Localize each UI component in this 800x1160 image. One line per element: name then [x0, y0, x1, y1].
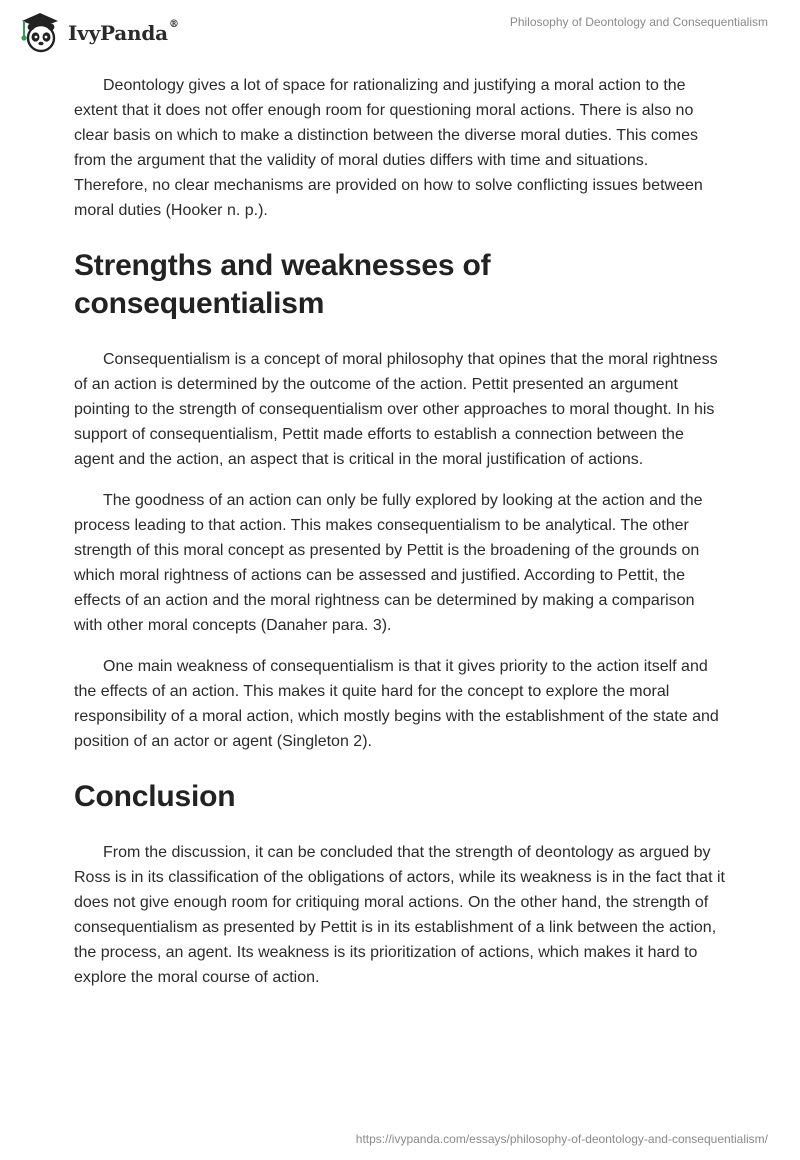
brand-name: IvyPanda®	[68, 19, 179, 45]
section-heading-conclusion: Conclusion	[74, 780, 236, 813]
body-paragraph: One main weakness of consequentialism is that it gives priority to the action itself and the effects of an action. This makes it quite hard for the concept to explore the moral responsibility of a moral action, which mostly begins with the establishment of the state and position of an actor or agent (Singleton 2).	[74, 658, 719, 750]
body-paragraph: Consequentialism is a concept of moral philosophy that opines that the moral rightness of an action is determined by the outcome of the action. Pettit presented an argument pointing to the strength of consequentialism over other approaches to moral thought. In his support of consequentialism, Pettit made efforts to establish a connection between the agent and the action, an aspect that is critical in the moral justification of actions.	[74, 351, 718, 468]
page-header	[0, 0, 800, 60]
intro-paragraph: Deontology gives a lot of space for rationalizing and justifying a moral action to the extent that it does not offer enough room for questioning moral actions. There is also no clear basis on which to make a distinction between the diverse moral duties. This comes from the argument that the validity of moral duties differs with time and situations. Therefore, no clear mechanisms are provided on how to solve conflicting issues between moral duties (Hooker n. p.).	[74, 77, 703, 219]
body-paragraph: The goodness of an action can only be fully explored by looking at the action and the process leading to that action. This makes consequentialism to be analytical. The other strength of this moral concept as presented by Pettit is the broadening of the grounds on which moral rightness of actions can be assessed and justified. According to Pettit, the effects of an action and the moral rightness can be determined by making a comparison with other moral concepts (Danaher para. 3).	[74, 492, 703, 634]
panda-graduate-icon	[14, 8, 62, 54]
body-paragraph: From the discussion, it can be concluded that the strength of deontology as argued by Ross is in its classification of the obligations of actors, while its weakness is in the fact that it does not give enough room for critiquing moral actions. On the other hand, the strength of consequentialism as presented by Pettit is in its establishment of a link between the action, the process, an agent. Its weakness is its prioritization of actions, which makes it hard to explore the moral course of action.	[74, 844, 725, 986]
document-title: Philosophy of Deontology and Consequentialism	[509, 15, 768, 29]
footer-url[interactable]: https://ivypanda.com/essays/philosophy-of-deontology-and-consequentialism/	[355, 1132, 768, 1146]
ivypanda-logo[interactable]	[14, 8, 179, 54]
section-heading-strengths-weaknesses: Strengths and weaknesses of consequentialism	[74, 249, 491, 320]
brand-registered-mark: ®	[168, 19, 179, 30]
essay-content	[74, 73, 726, 1006]
